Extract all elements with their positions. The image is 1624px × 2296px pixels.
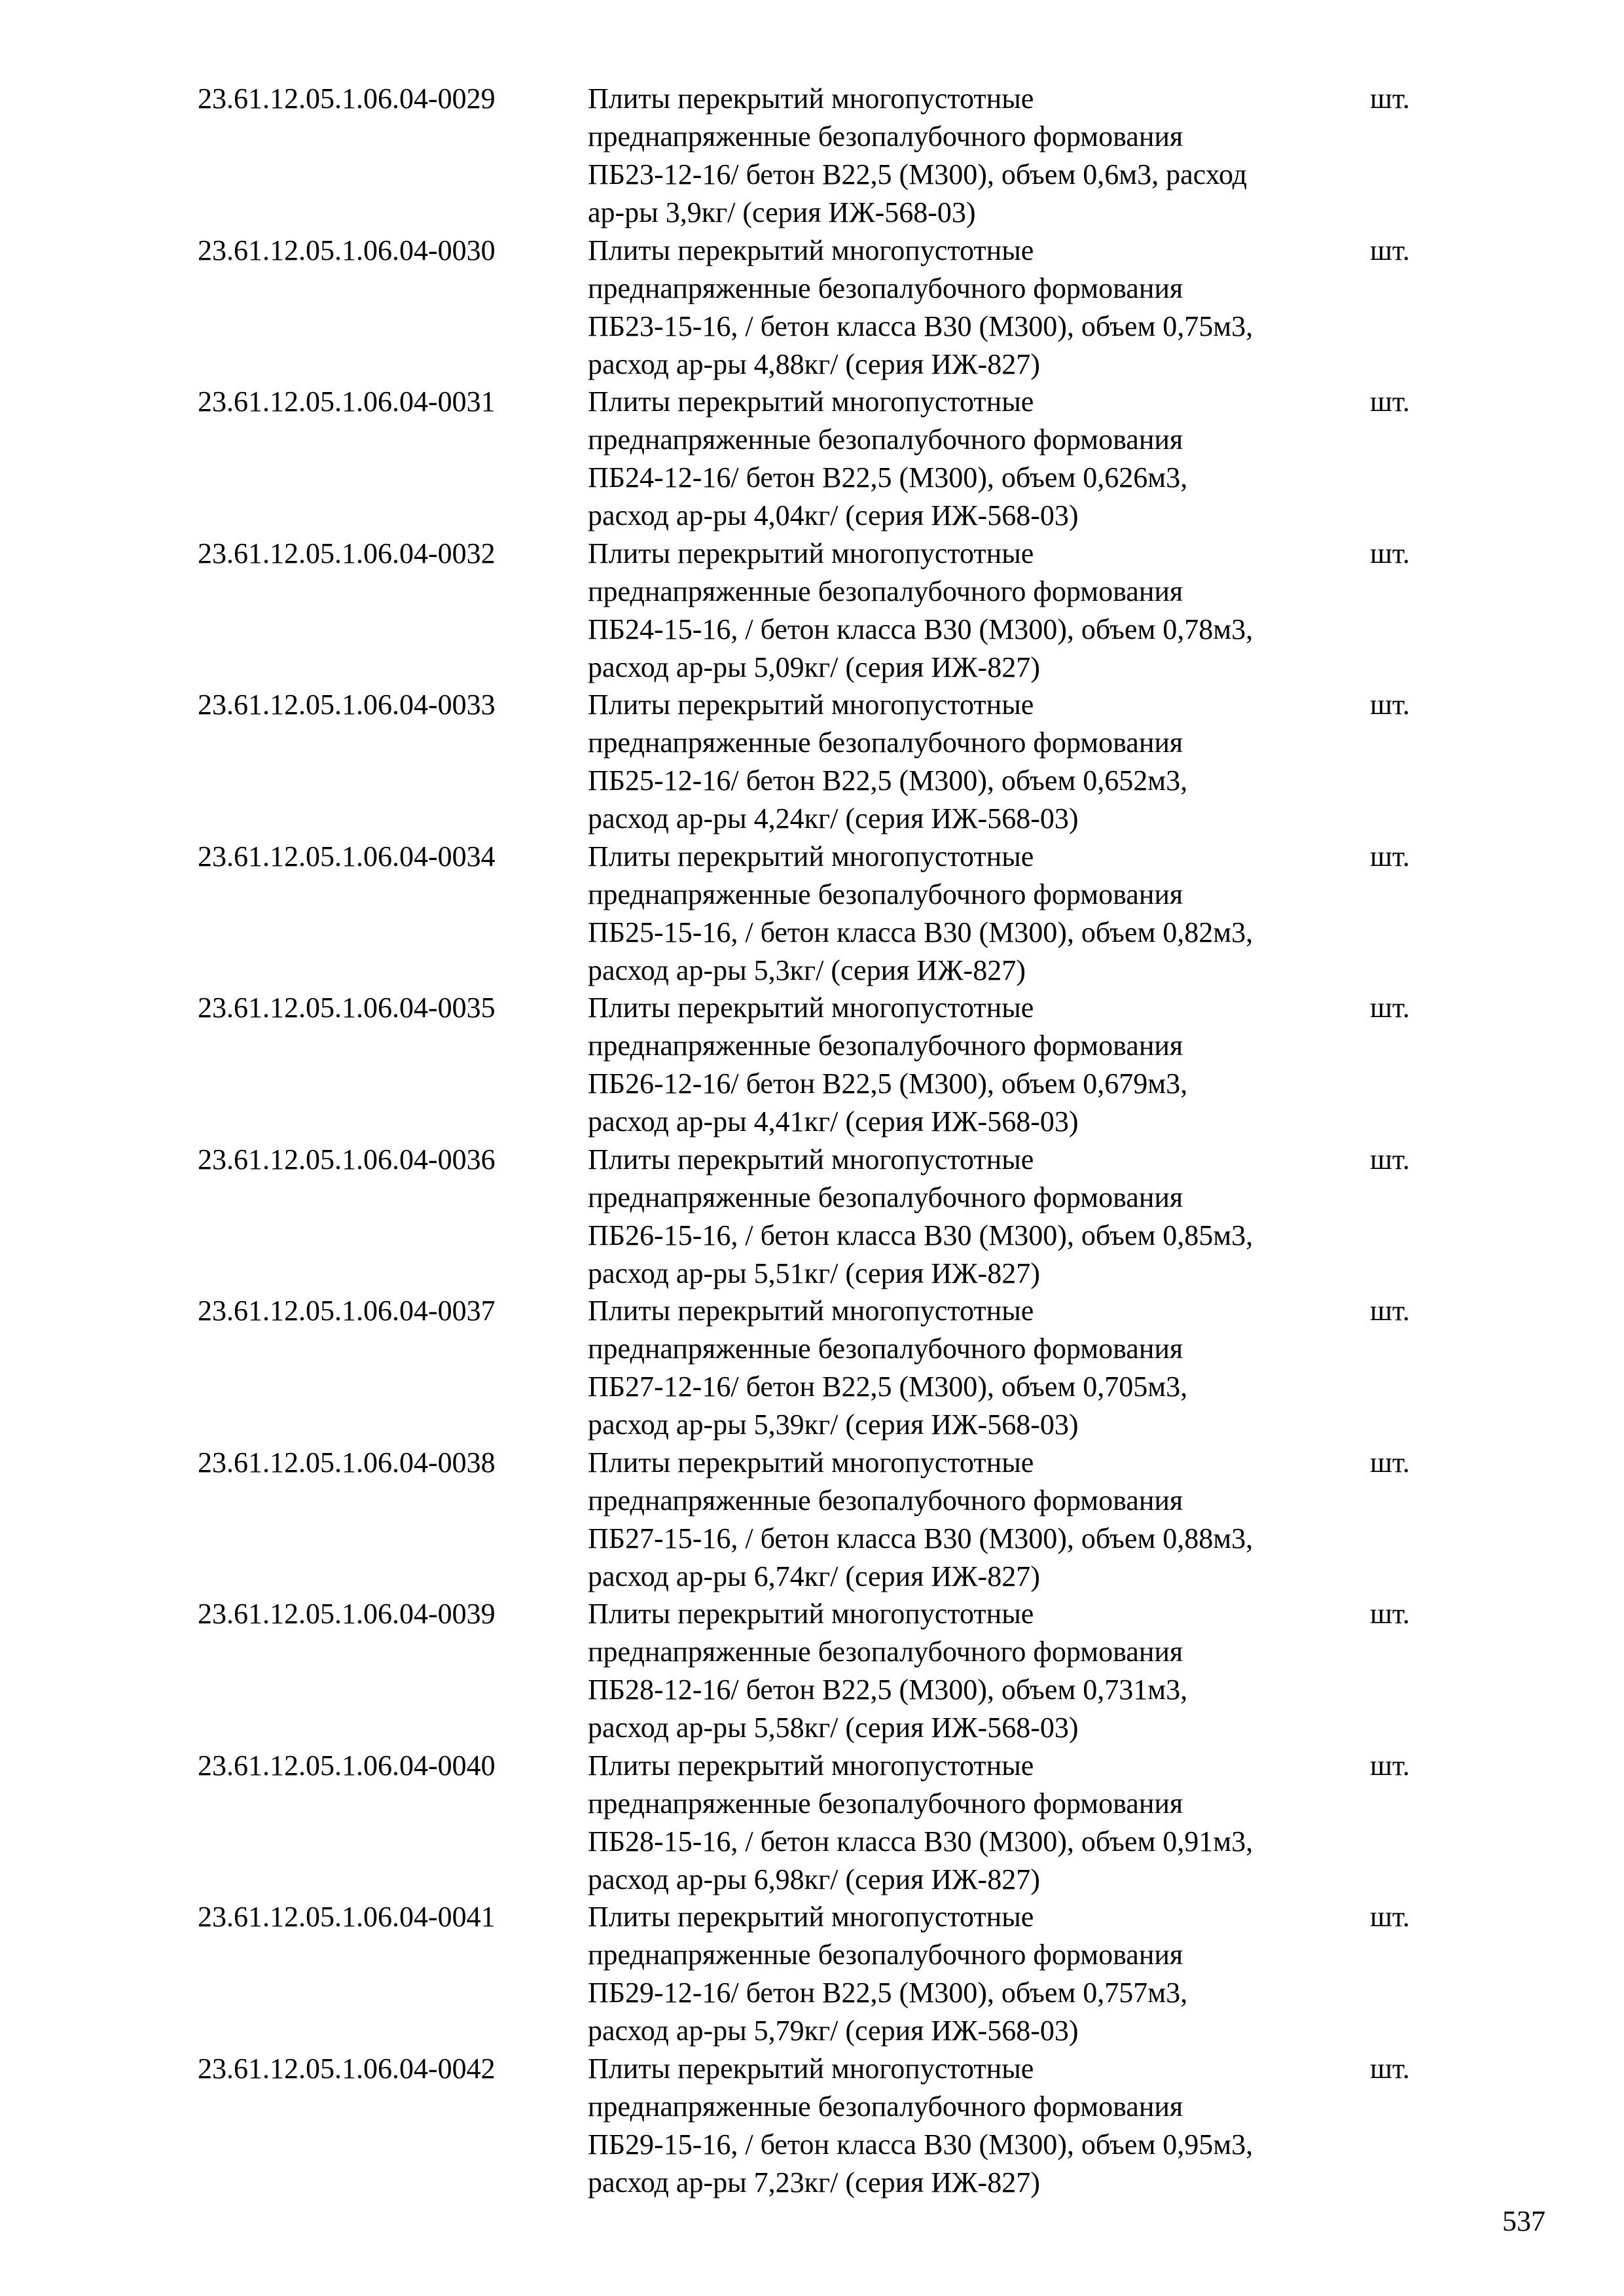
table-row [0,838,1624,990]
resource-code: 23.61.12.05.1.06.04-0038 [198,1446,496,1479]
resource-code: 23.61.12.05.1.06.04-0029 [198,82,496,115]
description-line: преднапряженные безопалубочного формования [588,272,1183,304]
unit-of-measure: шт. [1370,840,1410,872]
table-row [0,1444,1624,1596]
page-number: 537 [1502,2205,1545,2237]
description-line: ПБ25-15-16, / бетон класса В30 (М300), объем 0,82м3, [588,916,1254,948]
description-line: ПБ24-15-16, / бетон класса В30 (М300), объем 0,78м3, [588,613,1254,645]
description-line: Плиты перекрытий многопустотные [588,992,1034,1024]
table-row [0,686,1624,838]
resource-code: 23.61.12.05.1.06.04-0036 [198,1143,496,1175]
description-line: ПБ28-12-16/ бетон В22,5 (М300), объем 0,731м3, [588,1674,1188,1706]
resource-description [588,383,1360,535]
description-line: преднапряженные безопалубочного формования [588,423,1183,456]
unit-of-measure: шт. [1370,992,1410,1024]
description-line: ПБ24-12-16/ бетон В22,5 (М300), объем 0,626м3, [588,461,1188,493]
description-line: ПБ27-12-16/ бетон В22,5 (М300), объем 0,705м3, [588,1371,1188,1403]
table-row [0,2050,1624,2202]
description-line: преднапряженные безопалубочного формования [588,1181,1183,1213]
unit-of-measure: шт. [1370,2052,1410,2085]
table-row [0,989,1624,1141]
description-line: расход ар-ры 5,3кг/ (серия ИЖ-827) [588,954,1026,986]
table-row [0,535,1624,687]
description-line: Плиты перекрытий многопустотные [588,840,1034,872]
table-row [0,1898,1624,2050]
unit-of-measure: шт. [1370,82,1410,115]
unit-of-measure: шт. [1370,689,1410,721]
description-line: расход ар-ры 7,23кг/ (серия ИЖ-827) [588,2166,1040,2198]
table-row [0,1747,1624,1899]
resource-description [588,1747,1360,1899]
resource-description [588,1444,1360,1596]
description-line: ар-ры 3,9кг/ (серия ИЖ-568-03) [588,196,976,228]
resource-code: 23.61.12.05.1.06.04-0030 [198,234,496,266]
resource-description [588,686,1360,838]
description-line: Плиты перекрытий многопустотные [588,386,1034,418]
resource-description [588,1141,1360,1293]
resource-code: 23.61.12.05.1.06.04-0039 [198,1598,496,1630]
description-line: Плиты перекрытий многопустотные [588,1749,1034,1782]
description-line: расход ар-ры 5,79кг/ (серия ИЖ-568-03) [588,2015,1079,2047]
resource-description [588,989,1360,1141]
description-line: преднапряженные безопалубочного формования [588,2090,1183,2123]
table-row [0,232,1624,384]
description-line: расход ар-ры 6,98кг/ (серия ИЖ-827) [588,1863,1040,1895]
description-line: ПБ27-15-16, / бетон класса В30 (М300), объем 0,88м3, [588,1522,1254,1554]
description-line: ПБ25-12-16/ бетон В22,5 (М300), объем 0,652м3, [588,764,1188,797]
description-line: преднапряженные безопалубочного формования [588,878,1183,910]
description-line: ПБ29-12-16/ бетон В22,5 (М300), объем 0,757м3, [588,1977,1188,2009]
description-line: ПБ23-12-16/ бетон В22,5 (М300), объем 0,6м3, расход [588,158,1248,190]
resource-description [588,2050,1360,2202]
description-line: расход ар-ры 4,04кг/ (серия ИЖ-568-03) [588,499,1079,531]
resource-code: 23.61.12.05.1.06.04-0040 [198,1749,496,1782]
resource-code: 23.61.12.05.1.06.04-0041 [198,1901,496,1933]
unit-of-measure: шт. [1370,1598,1410,1630]
resource-description [588,1292,1360,1444]
resource-description [588,1898,1360,2050]
description-line: Плиты перекрытий многопустотные [588,1295,1034,1327]
resource-code: 23.61.12.05.1.06.04-0031 [198,386,496,418]
table-row [0,1595,1624,1747]
description-line: Плиты перекрытий многопустотные [588,1446,1034,1479]
description-line: ПБ28-15-16, / бетон класса В30 (М300), объем 0,91м3, [588,1825,1254,1857]
description-line: расход ар-ры 5,09кг/ (серия ИЖ-827) [588,651,1040,683]
description-line: Плиты перекрытий многопустотные [588,2052,1034,2085]
resource-code: 23.61.12.05.1.06.04-0033 [198,689,496,721]
description-line: преднапряженные безопалубочного формования [588,120,1183,152]
table-row [0,383,1624,535]
description-line: Плиты перекрытий многопустотные [588,234,1034,266]
resource-description [588,535,1360,687]
resource-code: 23.61.12.05.1.06.04-0034 [198,840,496,872]
description-line: преднапряженные безопалубочного формования [588,1484,1183,1516]
description-line: расход ар-ры 4,41кг/ (серия ИЖ-568-03) [588,1105,1079,1138]
unit-of-measure: шт. [1370,537,1410,569]
unit-of-measure: шт. [1370,1749,1410,1782]
unit-of-measure: шт. [1370,1143,1410,1175]
description-line: ПБ26-12-16/ бетон В22,5 (М300), объем 0,679м3, [588,1067,1188,1100]
unit-of-measure: шт. [1370,1295,1410,1327]
unit-of-measure: шт. [1370,234,1410,266]
description-line: преднапряженные безопалубочного формования [588,1636,1183,1668]
description-line: расход ар-ры 4,88кг/ (серия ИЖ-827) [588,348,1040,380]
description-line: расход ар-ры 4,24кг/ (серия ИЖ-568-03) [588,802,1079,834]
description-line: Плиты перекрытий многопустотные [588,1901,1034,1933]
resource-code: 23.61.12.05.1.06.04-0042 [198,2052,496,2085]
description-line: преднапряженные безопалубочного формования [588,726,1183,759]
unit-of-measure: шт. [1370,1901,1410,1933]
description-line: преднапряженные безопалубочного формования [588,1787,1183,1820]
description-line: Плиты перекрытий многопустотные [588,1143,1034,1175]
unit-of-measure: шт. [1370,1446,1410,1479]
description-line: расход ар-ры 5,58кг/ (серия ИЖ-568-03) [588,1712,1079,1744]
description-line: ПБ26-15-16, / бетон класса В30 (М300), объем 0,85м3, [588,1219,1254,1251]
resource-code: 23.61.12.05.1.06.04-0032 [198,537,496,569]
description-line: преднапряженные безопалубочного формования [588,1939,1183,1971]
description-line: Плиты перекрытий многопустотные [588,1598,1034,1630]
description-line: расход ар-ры 5,39кг/ (серия ИЖ-568-03) [588,1408,1079,1441]
table-row [0,1141,1624,1293]
description-line: расход ар-ры 5,51кг/ (серия ИЖ-827) [588,1257,1040,1289]
table-row [0,1292,1624,1444]
description-line: Плиты перекрытий многопустотные [588,689,1034,721]
description-line: Плиты перекрытий многопустотные [588,537,1034,569]
description-line: расход ар-ры 6,74кг/ (серия ИЖ-827) [588,1560,1040,1592]
description-line: ПБ29-15-16, / бетон класса В30 (М300), объем 0,95м3, [588,2128,1254,2161]
description-line: преднапряженные безопалубочного формования [588,1030,1183,1062]
description-line: ПБ23-15-16, / бетон класса В30 (М300), объем 0,75м3, [588,310,1254,342]
description-line: преднапряженные безопалубочного формования [588,1333,1183,1365]
resource-code: 23.61.12.05.1.06.04-0035 [198,992,496,1024]
description-line: Плиты перекрытий многопустотные [588,82,1034,115]
resource-description [588,1595,1360,1747]
resource-description [588,80,1360,232]
description-line: преднапряженные безопалубочного формования [588,575,1183,607]
resource-description [588,838,1360,990]
resource-description [588,232,1360,384]
resource-code: 23.61.12.05.1.06.04-0037 [198,1295,496,1327]
unit-of-measure: шт. [1370,386,1410,418]
table-row [0,80,1624,232]
